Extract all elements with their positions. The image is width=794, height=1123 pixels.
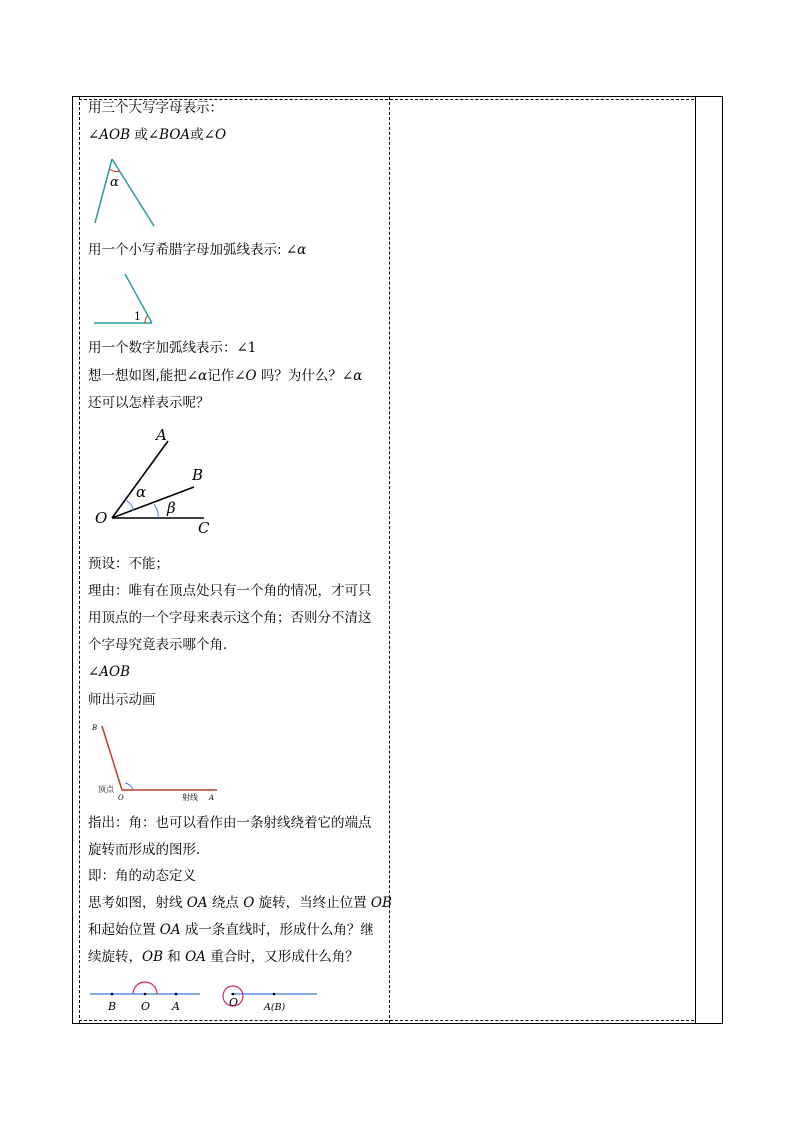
angle-o-notation: ∠O [234, 368, 257, 384]
preset-line: 预设：不能； [88, 556, 169, 572]
point-out-line-2: 旋转而形成的图形． [88, 842, 210, 858]
ray-ob [112, 487, 194, 518]
reason-line-3: 个字母究竟表示哪个角． [88, 637, 237, 653]
label-ab: A(B) [264, 1002, 286, 1013]
question-line-2: 还可以怎样表示呢？ [88, 395, 210, 411]
think-line-1 [88, 894, 392, 912]
think-text: 旋转，当终止位置 [254, 895, 371, 911]
point-o-notation: O [243, 895, 255, 911]
number-caption: 用一个数字加弧线表示： [88, 340, 237, 356]
terminal-ray [102, 726, 122, 790]
point-out-line-1: 指出：角：也可以看作由一条射线绕着它的端点 [88, 815, 372, 831]
think-text: 成一条直线时，形成什么角？继 [180, 922, 374, 938]
figure-angle-one [92, 270, 157, 328]
ray-oa [112, 441, 168, 518]
label-alpha: α [136, 483, 147, 501]
figure-angle-alpha [90, 156, 160, 228]
label-b: B [108, 1000, 117, 1013]
ray-ob-notation: OB [370, 895, 392, 911]
or-word: 或 [190, 127, 204, 143]
one-label: 1 [134, 310, 141, 323]
think-text: 和起始位置 [88, 922, 160, 938]
think-line-2 [88, 921, 374, 939]
number-caption-line [88, 339, 256, 357]
greek-caption-line [88, 241, 306, 259]
think-text: 绕点 [207, 895, 244, 911]
label-o: O [141, 1000, 151, 1013]
right-margin-divider [695, 97, 696, 1023]
angle-alpha-notation: ∠α [341, 368, 363, 384]
or-word: 或 [134, 127, 148, 143]
point-a [175, 993, 178, 996]
column-divider [389, 97, 390, 1023]
ray-oa-notation: OA [185, 949, 206, 965]
rotation-arc [125, 783, 133, 790]
figure-dynamic-angle [90, 718, 225, 806]
label-o: O [95, 509, 108, 527]
question-text: 吗？为什么？ [256, 368, 342, 384]
think-text: 续旋转， [88, 949, 142, 965]
think-text: 和 [163, 949, 186, 965]
think-text: 重合时，又形成什么角？ [205, 949, 359, 965]
label-a: A [172, 1000, 180, 1013]
three-letters-caption: 用三个大写字母表示： [88, 100, 223, 116]
label-o: O [118, 794, 124, 802]
number-notation: ∠1 [236, 340, 257, 356]
reason-line-2: 用顶点的一个字母来表示这个角；否则分不清这 [88, 610, 372, 626]
greek-notation: ∠α [285, 242, 307, 258]
figure-angle-aoc [92, 425, 222, 537]
notation-o: ∠O [203, 127, 227, 143]
ray-oa-notation: OA [186, 895, 208, 911]
label-beta: β [167, 499, 176, 517]
left-dashed-border [79, 97, 80, 1023]
figure-straight-and-full-angle [88, 982, 323, 1014]
question-text: 想一想如图,能把 [88, 368, 187, 384]
notation-aob: ∠AOB [88, 127, 131, 143]
ray-ob-notation: OB [142, 949, 163, 965]
point-b [111, 993, 114, 996]
think-text: 思考如图，射线 [88, 895, 187, 911]
straight-angle-arc [133, 982, 157, 994]
think-line-3 [88, 948, 359, 966]
bottom-dashed-border [79, 1020, 694, 1021]
label-vertex: 顶点 [98, 785, 114, 794]
alpha-arc [125, 500, 133, 511]
question-line-1 [88, 367, 362, 385]
label-b: B [92, 724, 98, 732]
ray-oa-notation: OA [159, 922, 181, 938]
dynamic-definition-line: 即：角的动态定义 [88, 868, 196, 884]
label-b: B [192, 466, 204, 484]
question-text: 记作 [207, 368, 235, 384]
point-o2 [232, 993, 235, 996]
point-o [144, 993, 147, 996]
ray-left [95, 159, 112, 223]
label-c: C [198, 519, 210, 537]
three-letter-notations [88, 126, 226, 144]
angle-arc [145, 316, 148, 323]
angle-alpha-notation: ∠α [186, 368, 208, 384]
alpha-label: α [110, 175, 119, 190]
label-o2: O [229, 996, 239, 1009]
answer-aob: ∠AOB [88, 664, 131, 680]
label-ray: 射线 [182, 793, 198, 802]
label-a: A [156, 426, 167, 444]
greek-caption: 用一个小写希腊字母加弧线表示: [88, 242, 286, 258]
teacher-animation-line: 师出示动画 [88, 692, 156, 708]
beta-arc [154, 504, 158, 518]
notation-boa: ∠BOA [147, 127, 191, 143]
ray-right [112, 159, 154, 226]
point-ab [273, 993, 276, 996]
label-a: A [209, 794, 215, 802]
reason-line-1: 理由：唯有在顶点处只有一个角的情况，才可只 [88, 583, 372, 599]
